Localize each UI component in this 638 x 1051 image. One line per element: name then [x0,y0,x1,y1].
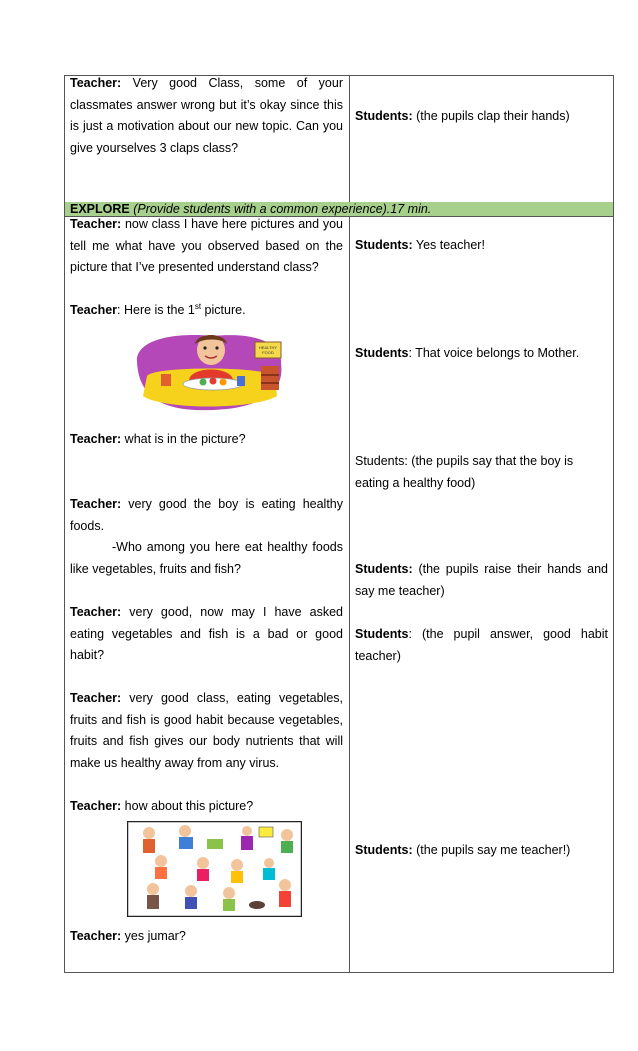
students-mother-body: : That voice belongs to Mother. [408,346,580,360]
students-label: Students [355,627,409,641]
teacher-who-eats-text [70,537,343,580]
students-label: Students: [355,843,413,857]
students-label: Students: [355,238,413,252]
svg-text:HEALTHY: HEALTHY [258,345,278,350]
teacher-label: Teacher: [70,217,122,231]
teacher-nutrients-body: very good class, eating vegetables, fruits and fish is good habit because vegetables, fruits and fish gives our body nutrients that will make us healthy away from any virus. [70,691,343,770]
students-label: Students: [355,562,413,576]
teacher-label: Teacher: [70,497,122,511]
students-good-habit-text [355,624,608,667]
students-raise-hands-text [355,559,608,602]
svg-text:FOOD: FOOD [262,350,274,355]
students-clap-text [355,106,610,128]
students-yes-body: Yes teacher! [412,238,485,252]
chores-picture [127,821,302,917]
students-raise-hands-body: (the pupils raise their hands and say me teacher) [355,562,608,598]
teacher-yes-jumar-body: yes jumar? [121,929,186,943]
teacher-label: Teacher: [70,929,122,943]
teacher-label: Teacher: [70,691,122,705]
teacher-this-picture-text [70,796,343,818]
column-divider-top [349,76,350,202]
first-picture-text-b: picture. [201,303,246,317]
teacher-praise-text [70,73,343,159]
students-clap-body: (the pupils clap their hands) [412,109,570,123]
teacher-intro-text [70,214,343,279]
teacher-habit-question-text [70,602,343,667]
teacher-label: Teacher: [70,605,122,619]
column-divider-bottom [349,217,350,972]
teacher-habit-question-body: very good, now may I have asked eating vegetables and fish is a bad or good habit? [70,605,343,662]
students-healthy-food-body: Students: (the pupils say that the boy is eating a healthy food) [355,454,574,490]
teacher-nutrients-text [70,688,343,774]
teacher-praise-body: Very good Class, some of your classmates answer wrong but it’s okay since this is just a motivation about our new topic. Can you give yourselves 3 claps class? [70,76,343,155]
students-me-teacher-body: (the pupils say me teacher!) [412,843,571,857]
students-good-habit-body: : (the pupil answer, good habit teacher) [355,627,608,663]
teacher-intro-body: now class I have here pictures and you tell me what have you observed based on the picture that I’ve presented understand class? [70,217,343,274]
students-me-teacher-text [355,840,608,862]
teacher-first-picture-text [70,300,343,322]
lesson-plan-table [64,75,614,973]
teacher-boy-eating-body: very good the boy is eating healthy foods. [70,497,343,533]
first-picture-sup: st [194,301,202,311]
students-mother-text [355,343,608,365]
students-healthy-food-text [355,451,608,494]
teacher-label: Teacher: [70,799,122,813]
teacher-label: Teacher: [70,432,122,446]
students-label: Students: [355,109,413,123]
teacher-this-picture-body: how about this picture? [121,799,254,813]
teacher-what-body: what is in the picture? [121,432,246,446]
teacher-label: Teacher [70,303,118,317]
teacher-yes-jumar-text [70,926,343,948]
teacher-label: Teacher: [70,76,122,90]
explore-note: (Provide students with a common experience).17 min. [129,202,432,216]
teacher-what-text [70,429,343,451]
first-picture-text-a: : Here is the 1 [117,303,195,317]
students-label: Students [355,346,409,360]
teacher-who-eats-body: -Who among you here eat healthy foods like vegetables, fruits and fish? [70,540,343,576]
explore-label: EXPLORE [70,202,130,216]
teacher-boy-eating-text [70,494,343,537]
healthy-food-picture [133,330,285,413]
students-yes-text [355,235,608,257]
